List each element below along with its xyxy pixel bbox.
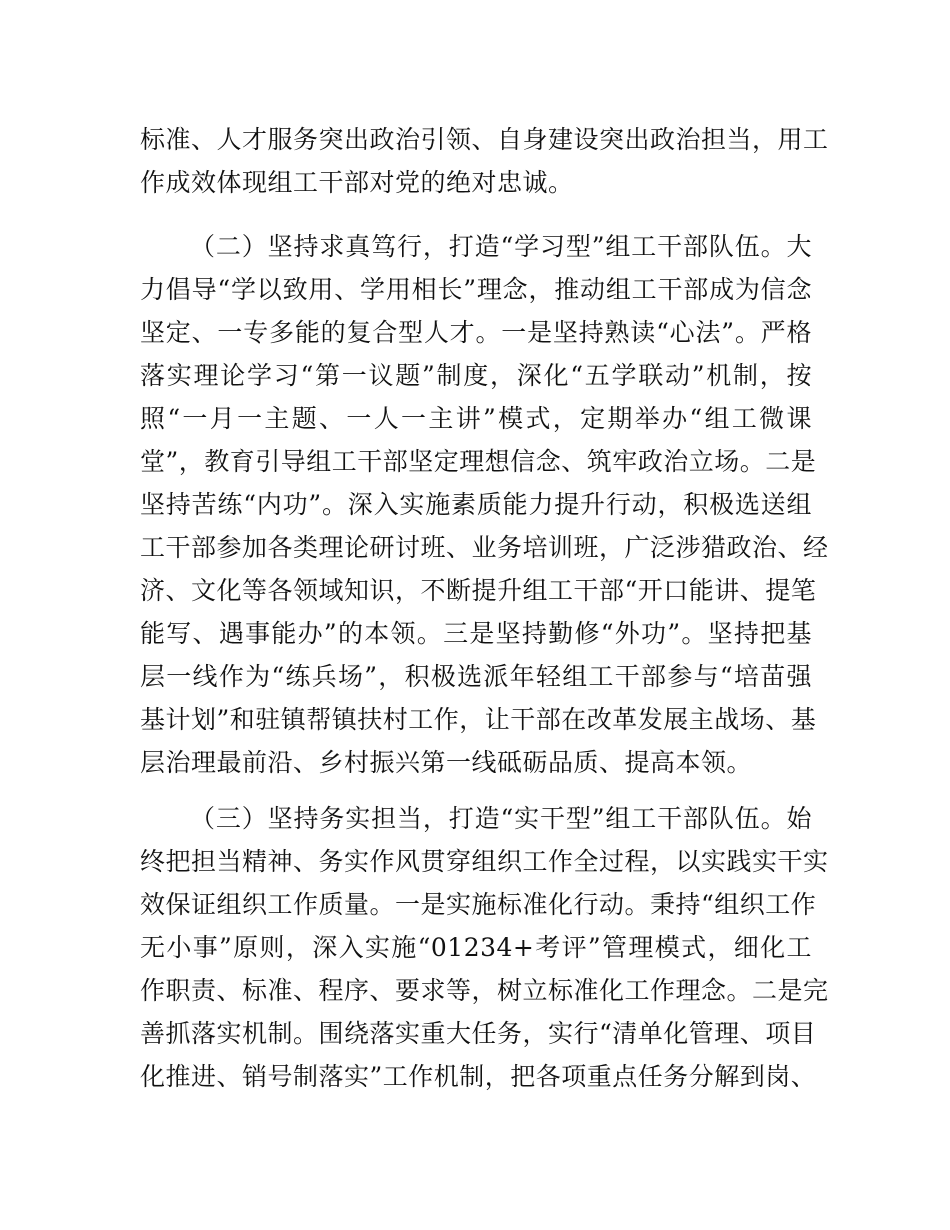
paragraph-line: 善抓落实机制。围绕落实重大任务，实行“清单化管理、项目 [140,1019,817,1048]
paragraph-line: 作职责、标准、程序、要求等，树立标准化工作理念。二是完 [140,976,829,1005]
paragraph-line: 济、文化等各领域知识，不断提升组工干部“开口能讲、提笔 [140,576,817,605]
paragraph-line: （三）坚持务实担当，打造“实干型”组工干部队伍。始 [190,804,812,833]
paragraph-line: 终把担当精神、务实作风贯穿组织工作全过程，以实践实干实 [140,847,829,876]
paragraph-line: 坚定、一专多能的复合型人才。一是坚持熟读“心法”。严格 [140,318,812,347]
paragraph-line: 标准、人才服务突出政治引领、自身建设突出政治担当，用工 [140,125,829,154]
paragraph-line: 工干部参加各类理论研讨班、业务培训班，广泛涉猎政治、经 [140,533,829,562]
paragraph-line: 能写、遇事能办”的本领。三是坚持勤修“外功”。坚持把基 [140,619,812,648]
paragraph-line: 照“一月一主题、一人一主讲”模式，定期举办“组工微课 [140,404,812,433]
paragraph-line: 层一线作为“练兵场”，积极选派年轻组工干部参与“培苗强 [140,662,812,691]
paragraph-line: 效保证组织工作质量。一是实施标准化行动。秉持“组织工作 [140,890,817,919]
paragraph-line: （二）坚持求真笃行，打造“学习型”组工干部队伍。大 [190,232,812,261]
paragraph-line: 化推进、销号制落实”工作机制，把各项重点任务分解到岗、 [140,1062,817,1091]
paragraph-line: 层治理最前沿、乡村振兴第一线砥砺品质、提高本领。 [140,748,753,777]
paragraph-line: 堂”，教育引导组工干部坚定理想信念、筑牢政治立场。二是 [140,447,817,476]
paragraph-line: 基计划”和驻镇帮镇扶村工作，让干部在改革发展主战场、基 [140,705,817,734]
paragraph-line: 坚持苦练“内功”。深入实施素质能力提升行动，积极选送组 [140,490,812,519]
paragraph-line: 作成效体现组工干部对党的绝对忠诚。 [140,168,574,197]
paragraph-line: 力倡导“学以致用、学用相长”理念，推动组工干部成为信念 [140,275,812,304]
paragraph-line: 无小事”原则，深入实施“01234+考评”管理模式，细化工 [140,933,812,962]
paragraph-line: 落实理论学习“第一议题”制度，深化“五学联动”机制，按 [140,361,812,390]
